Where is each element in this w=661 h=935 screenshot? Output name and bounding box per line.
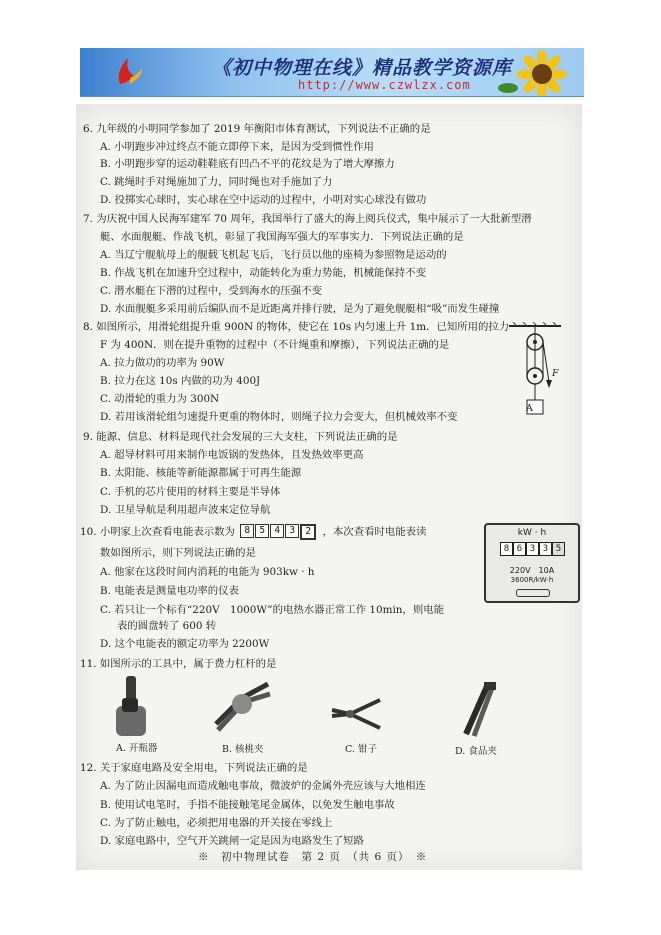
question-6-option-c: C. 跳绳时手对绳施加了力，同时绳也对手施加了力	[100, 176, 333, 188]
question-7-option-c: C. 潜水艇在下潜的过程中，受到海水的压强不变	[100, 285, 322, 297]
question-7-option-a: A. 当辽宁舰航母上的舰载飞机起飞后，飞行员以他的座椅为参照物是运动的	[100, 249, 447, 261]
meter-unit: kW · h	[517, 528, 547, 538]
food-tongs-icon	[458, 682, 500, 738]
question-7-option-b: B. 作战飞机在加速升空过程中，动能转化为重力势能，机械能保持不变	[100, 267, 426, 279]
question-10-option-a: A. 他家在这段时间内消耗的电能为 903kw · h	[100, 566, 315, 578]
question-11-stem: 11. 如图所示的工具中，属于费力杠杆的是	[80, 658, 277, 670]
question-9-option-c: C. 手机的芯片使用的材料主要是半导体	[100, 486, 281, 498]
question-8-option-b: B. 拉力在这 10s 内做的功为 400J	[100, 375, 261, 387]
previous-meter-reading	[240, 524, 317, 540]
page-footer: ※ 初中物理试卷 第 2 页 （共 6 页） ※	[198, 851, 428, 863]
banner-url[interactable]: http://www.czwlzx.com	[298, 78, 471, 92]
tool-caption-c: C. 钳子	[345, 744, 377, 755]
sunflower-icon	[498, 50, 578, 96]
prev-digit: 4	[270, 524, 284, 538]
meter-digit: 6	[513, 542, 526, 556]
site-logo-icon	[114, 54, 144, 88]
question-7-stem-line2: 艇、水面舰艇、作战飞机，彰显了我国海军强大的军事实力．下列说法正确的是	[100, 231, 464, 243]
question-10-option-d: D. 这个电能表的额定功率为 2200W	[100, 638, 270, 650]
question-10-stem-line2: 数如图所示，则下列说法正确的是	[100, 547, 256, 559]
pliers-icon	[330, 696, 382, 732]
question-10-option-c: C. 若只让一个标有“220V 1000W”的电热水器正常工作 10min，则电能	[100, 604, 445, 616]
pulley-weight-label: A	[526, 403, 533, 414]
question-10-option-b: B. 电能表是测量电功率的仪表	[100, 585, 239, 597]
tool-caption-a: A. 开瓶器	[116, 743, 158, 754]
question-12-option-d: D. 家庭电路中，空气开关跳闸一定是因为电路发生了短路	[100, 835, 364, 847]
prev-digit: 5	[255, 524, 269, 538]
question-8-stem-line2: F 为 400N．则在提升重物的过程中（不计绳重和摩擦），下列说法正确的是	[100, 339, 450, 351]
question-9-option-b: B. 太阳能、核能等新能源都属于可再生能源	[100, 467, 302, 479]
question-6-stem: 6. 九年级的小明同学参加了 2019 年衡阳市体育测试，下列说法不正确的是	[83, 123, 431, 135]
pulley-force-label: F	[552, 368, 559, 379]
prev-digit: 2	[300, 524, 316, 540]
question-9-option-a: A. 超导材料可用来制作电饭锅的发热体，且发热效率更高	[100, 449, 364, 461]
question-8-option-a: A. 拉力做功的功率为 90W	[100, 357, 225, 369]
question-9-option-d: D. 卫星导航是利用超声波来定位导航	[100, 504, 271, 516]
question-8-stem-line1: 8. 如图所示，用滑轮组提升重 900N 的物体，使它在 10s 内匀速上升 1m．已知所用的拉力	[83, 321, 510, 333]
question-12-option-a: A. 为了防止因漏电而造成触电事故，微波炉的金属外壳应该与大地相连	[100, 780, 426, 792]
question-10-stem-part2: ，本次查看时电能表读	[322, 526, 427, 538]
tool-caption-b: B. 核桃夹	[222, 744, 264, 755]
question-9-stem: 9. 能源、信息、材料是现代社会发展的三大支柱，下列说法正确的是	[83, 431, 398, 443]
prev-digit: 3	[285, 524, 299, 538]
prev-digit: 8	[240, 524, 254, 538]
meter-disc-window	[516, 589, 550, 597]
meter-reading	[500, 542, 565, 556]
question-6-option-d: D. 投掷实心球时，实心球在空中运动的过程中，小明对实心球没有做功	[100, 194, 427, 206]
electric-meter-figure	[484, 523, 580, 603]
meter-spec-revolutions: 3600R/kW·h	[510, 576, 554, 584]
question-8-option-d: D. 若用该滑轮组匀速提升更重的物体时，则绳子拉力会变大，但机械效率不变	[100, 411, 458, 423]
question-6-option-b: B. 小明跑步穿的运动鞋鞋底有凹凸不平的花纹是为了增大摩擦力	[100, 158, 395, 170]
question-7-stem-line1: 7. 为庆祝中国人民海军建军 70 周年，我国举行了盛大的海上阅兵仪式，集中展示了一大批新型潜	[83, 213, 532, 225]
question-10-stem-line1	[80, 524, 426, 540]
meter-digit: 5	[552, 542, 565, 556]
banner-title: 《初中物理在线》精品教学资源库	[212, 57, 513, 79]
question-6-option-a: A. 小明跑步冲过终点不能立即停下来，是因为受到惯性作用	[100, 141, 374, 153]
question-12-option-b: B. 使用试电笔时，手指不能接触笔尾金属体，以免发生触电事故	[100, 799, 395, 811]
tool-caption-d: D. 食品夹	[455, 746, 497, 757]
meter-spec-voltage: 220V 10A	[509, 566, 555, 575]
question-12-option-c: C. 为了防止触电，必须把用电器的开关接在零线上	[100, 817, 333, 829]
bottle-opener-icon	[108, 676, 156, 738]
meter-digit: 3	[539, 542, 552, 556]
meter-digit: 8	[500, 542, 513, 556]
question-10-option-c-cont: 表的圆盘转了 600 转	[117, 620, 217, 632]
question-8-option-c: C. 动滑轮的重力为 300N	[100, 393, 220, 405]
site-banner	[80, 48, 584, 97]
question-7-option-d: D. 水面舰艇多采用前后编队而不是近距离并排行驶，是为了避免舰艇相“吸”而发生碰撞	[100, 303, 500, 315]
question-12-stem: 12. 关于家庭电路及安全用电，下列说法正确的是	[80, 762, 308, 774]
nutcracker-icon	[212, 680, 272, 732]
question-10-stem-part1: 10. 小明家上次查看电能表示数为	[80, 526, 235, 538]
meter-digit: 3	[526, 542, 539, 556]
